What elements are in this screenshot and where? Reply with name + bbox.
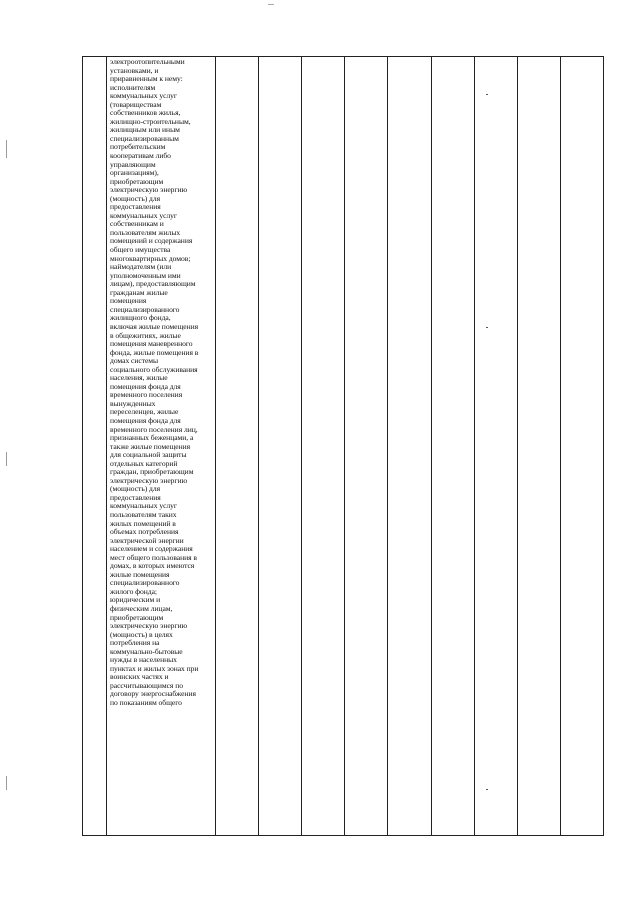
table-cell-empty-9 xyxy=(560,57,603,836)
table-cell-empty-6 xyxy=(431,57,474,836)
table-row xyxy=(83,57,604,836)
scan-artifact-left-1 xyxy=(6,140,7,158)
table-cell-empty-3 xyxy=(302,57,345,836)
table-cell-empty-7 xyxy=(474,57,517,836)
table-cell-empty-5 xyxy=(388,57,431,836)
scan-artifact-top xyxy=(268,4,274,5)
scan-artifact-left-3 xyxy=(6,776,7,790)
document-table xyxy=(82,56,604,836)
table-cell-empty-2 xyxy=(259,57,302,836)
table-cell-empty-8 xyxy=(517,57,560,836)
table-cell-empty-4 xyxy=(345,57,388,836)
scan-artifact-left-2 xyxy=(6,452,7,466)
table-cell-number xyxy=(83,57,107,836)
table-cell-description xyxy=(107,57,216,836)
description-text: электроотопительными установками, и приравненным к нему: исполнителям коммунальных услуг (товариществам собственников жилья, жилищно-строительным, жилищным или иным специализированным потребительским кооперативам либо управляющим организациям), приобретающим электрическую энергию (мощность) для предоставления коммунальных услуг собственникам и пользователям жилых помещений и содержания общего имущества многоквартирных домов; наймодателям (или уполномоченным ими лицам), предоставляющим гражданам жилые помещения специализированного жилищного фонда, включая жилые помещения в общежитиях, жилые помещения маневренного фонда, жилые помещения в домах системы социального обслуживания населения, жилые помещения фонда для временного поселения вынужденных переселенцев, жилые помещения фонда для временного поселения лиц, признанных беженцами, а также жилые помещения для социальной защиты отдельных категорий граждан, приобретающим электрическую энергию (мощность) для предоставления коммунальных услуг пользователям таких жилых помещений в объемах потребления электрической энергии населением и содержания мест общего пользования в домах, в которых имеются жилые помещения специализированного жилого фонда; юридическим и физическим лицам, приобретающим электрическую энергию (мощность) в целях потребления на коммунально-бытовые нужды в населенных пунктах и жилых зонах при воинских частях и рассчитывающимся по договору энергоснабжения по показаниям общего xyxy=(110,57,199,708)
table-cell-empty-1 xyxy=(216,57,259,836)
